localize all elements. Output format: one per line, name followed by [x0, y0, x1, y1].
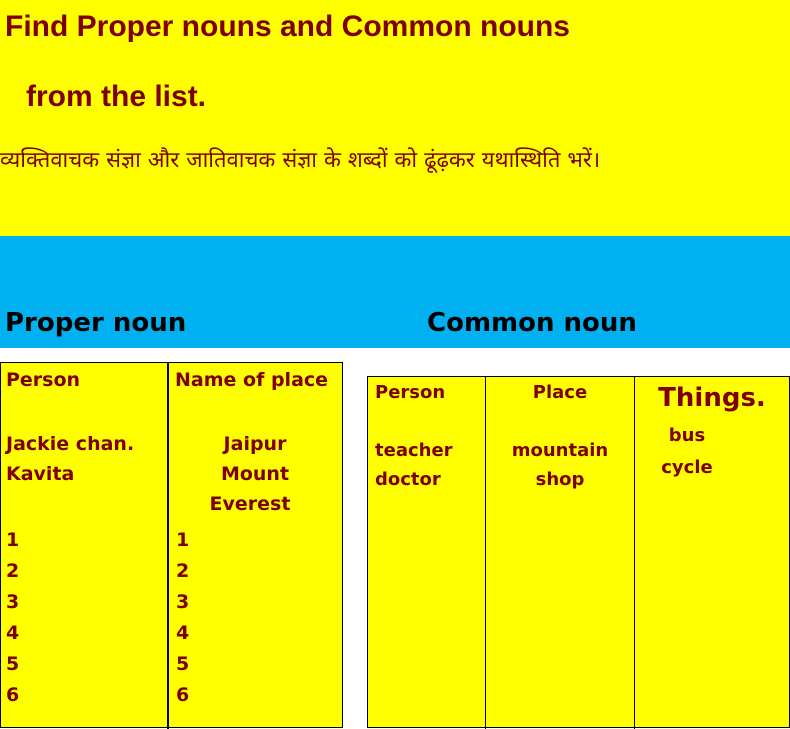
hindi-instruction: व्यक्तिवाचक संज्ञा और जातिवाचक संज्ञा के शब्दों को ढूंढ़कर यथास्थिति भरें।: [0, 148, 601, 173]
blank-number: 3: [6, 591, 20, 613]
proper-person-item: Kavita: [6, 463, 75, 485]
proper-person-item: Jackie chan.: [6, 433, 135, 455]
blank-number: 4: [176, 622, 190, 644]
common-person-item: doctor: [375, 469, 441, 490]
blank-number: 6: [6, 684, 20, 706]
common-place-item: mountain: [511, 440, 609, 461]
blank-number: 2: [6, 560, 20, 582]
common-place-header: Place: [532, 382, 588, 403]
column-divider: [167, 363, 169, 729]
proper-noun-table: [0, 362, 343, 728]
common-place-item: shop: [535, 469, 585, 490]
blank-number: 5: [176, 653, 190, 675]
proper-person-header: Person: [6, 369, 81, 391]
title-block: [0, 0, 790, 236]
blank-number: 1: [6, 529, 20, 551]
title-line-2: from the list.: [26, 80, 207, 113]
common-person-header: Person: [375, 382, 446, 403]
blank-number: 6: [176, 684, 190, 706]
column-divider: [485, 377, 486, 729]
common-things-item: bus: [668, 425, 706, 446]
common-things-header: Things.: [658, 383, 766, 413]
common-noun-table: [367, 376, 790, 728]
blank-number: 3: [176, 591, 190, 613]
blank-number: 5: [6, 653, 20, 675]
blank-number: 2: [176, 560, 190, 582]
common-things-item: cycle: [661, 457, 713, 478]
blank-number: 4: [6, 622, 20, 644]
blank-number: 1: [176, 529, 190, 551]
proper-place-item: Everest: [209, 493, 291, 515]
common-person-item: teacher: [375, 440, 453, 461]
proper-place-header: Name of place: [175, 369, 329, 391]
proper-noun-heading: Proper noun: [5, 308, 187, 338]
proper-place-item: Jaipur: [223, 433, 287, 455]
common-noun-heading: Common noun: [427, 308, 637, 338]
proper-place-item: Mount: [220, 463, 290, 485]
title-line-1: Find Proper nouns and Common nouns: [5, 10, 570, 43]
